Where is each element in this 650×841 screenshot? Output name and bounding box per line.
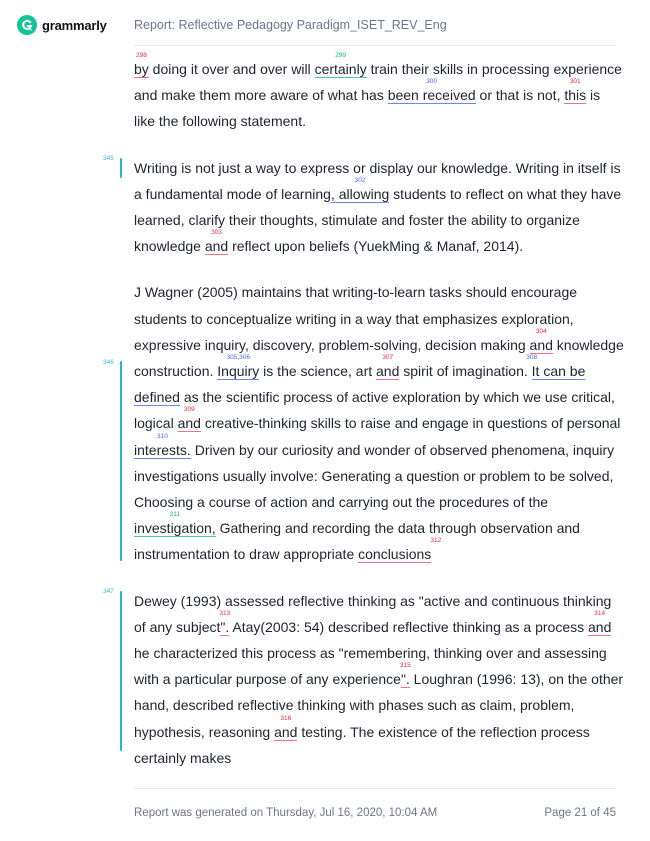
report-title: Report: Reflective Pedagogy Paradigm_ISET_REV_Eng — [134, 18, 447, 32]
issue-305-306[interactable]: 305,306 Inquiry — [217, 354, 260, 380]
issue-304[interactable]: 304 and — [529, 327, 553, 353]
paragraph-number: 347 — [103, 587, 114, 595]
header-divider — [134, 45, 616, 46]
issue-311[interactable]: 311 investigation, — [134, 511, 216, 537]
issue-300[interactable]: 300 been received — [387, 78, 476, 104]
paragraph-marker — [120, 591, 122, 751]
grammarly-logo — [17, 15, 107, 35]
document-body — [103, 52, 624, 771]
issue-314[interactable]: 314 and — [588, 609, 612, 635]
report-header — [0, 0, 650, 48]
paragraph-continuation: 298 by doing it over and over will 299 certainly train their skills in processing experience and make them more aware of what has 300 been received or that is not, 301 this is like the following statement. — [134, 52, 622, 130]
issue-301[interactable]: 301 this — [564, 78, 587, 104]
generated-timestamp: Report was generated on Thursday, Jul 16, 2020, 10:04 AM — [134, 807, 438, 819]
paragraph-number: 345 — [103, 154, 114, 162]
footer-divider — [134, 788, 616, 789]
issue-299[interactable]: 299 certainly — [314, 52, 367, 77]
issue-309[interactable]: 309 and — [177, 406, 201, 432]
issue-308[interactable]: 308 It can be defined — [134, 354, 586, 406]
issue-303[interactable]: 303 and — [204, 229, 229, 255]
issue-315[interactable]: 315 ". — [399, 662, 411, 688]
issue-312[interactable]: 312 conclusions — [358, 537, 442, 563]
paragraph-346: 346 J Wagner (2005) maintains that writing-to-learn tasks should encourage students to conceptualize writing in a way that emphasizes exploration, expressive inquiry, discovery, problem-solving, decision making 304 and knowledge construction. 305,306 Inquiry is the science, art 307 and spirit of imagination. 308 It can be defined as the scientific process of active exploration by which we use critical, logical 309 and creative-thinking skills to raise and engage in questions of personal 310 interests. Driven by our curiosity and wonder of observed phenomena, inquiry investigations usually involve: Generating a question or problem to be solved, Choosing a course of action and carrying out the procedures of the 311 investigation, Gathering and recording the data through observation and instrumentation to draw appropriate 312 conclusions — [103, 284, 624, 563]
issue-298[interactable]: 298 by — [134, 52, 149, 77]
paragraph-number: 346 — [103, 359, 114, 367]
issue-316[interactable]: 316 and — [274, 714, 298, 740]
issue-307[interactable]: 307 and — [376, 354, 400, 380]
issue-313[interactable]: 313 ". — [219, 609, 231, 635]
issue-310[interactable]: 310 interests. — [134, 432, 191, 458]
issue-302[interactable]: 302 , allowing — [330, 176, 390, 202]
page-number: Page 21 of 45 — [544, 807, 616, 819]
brand-name: grammarly — [42, 17, 107, 33]
paragraph-marker — [120, 361, 122, 561]
paragraph-345: 345 Writing is not just a way to express or display our knowledge. Writing in itself is a fundamental mode of learning 302 , allowing students to reflect on what they have learned, clarify their thoughts, stimulate and foster the ability to organize knowledge 303 and reflect upon beliefs (YuekMing & Manaf, 2014). — [103, 154, 622, 255]
paragraph-marker — [120, 158, 122, 178]
paragraph-347: 347 Dewey (1993) assessed reflective thinking as "active and continuous thinking of any subject 313 ". Atay(2003: 54) described reflective thinking as a process 314 and he characterized this process as "remembering, thinking over and assessing with a particular purpose of any experience 315 ". Loughran (1996: 13), on the other hand, described reflective thinking with phases such as claim, problem, hypothesis, reasoning 316 and testing. The existence of the reflection process certainly makes — [103, 587, 624, 766]
grammarly-g-icon — [17, 15, 37, 35]
